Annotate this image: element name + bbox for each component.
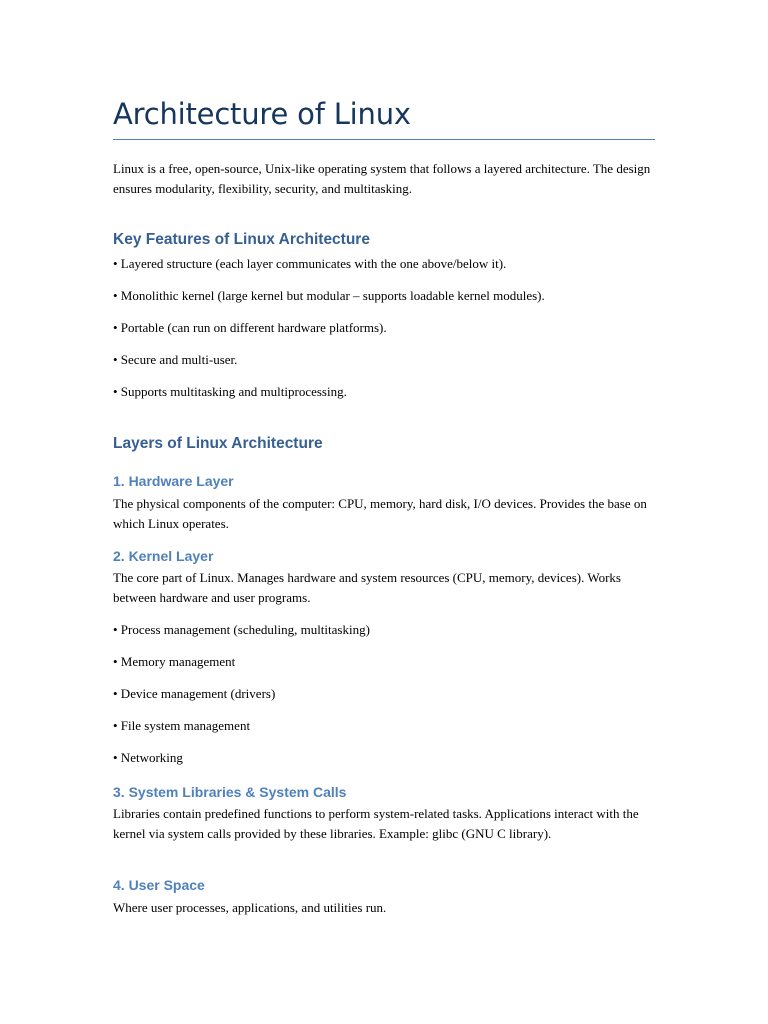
- kernel-item: • Device management (drivers): [113, 686, 276, 701]
- layers-heading: Layers of Linux Architecture: [113, 435, 323, 452]
- kernel-layer-text: The core part of Linux. Manages hardware and system resources (CPU, memory, devices). Works between hardware and user programs.: [113, 570, 621, 605]
- key-feature-item: • Layered structure (each layer communicates with the one above/below it).: [113, 256, 507, 271]
- key-feature-item: • Monolithic kernel (large kernel but modular – supports loadable kernel modules).: [113, 288, 545, 303]
- intro-paragraph: Linux is a free, open-source, Unix-like operating system that follows a layered architecture. The design ensures modularity, flexibility, security, and multitasking.: [113, 161, 651, 196]
- kernel-item: • Networking: [113, 750, 183, 765]
- kernel-item: • Memory management: [113, 654, 236, 669]
- key-feature-item: • Secure and multi-user.: [113, 352, 238, 367]
- system-libraries-text: Libraries contain predefined functions to perform system-related tasks. Applications interact with the kernel via system calls provided by these libraries. Example: glibc (GNU C library).: [113, 806, 639, 841]
- user-space-text: Where user processes, applications, and utilities run.: [113, 900, 387, 915]
- user-space-heading: 4. User Space: [113, 877, 205, 893]
- key-feature-item: • Supports multitasking and multiprocessing.: [113, 384, 347, 399]
- kernel-item: • Process management (scheduling, multitasking): [113, 622, 370, 637]
- title-underline: [113, 139, 655, 140]
- key-features-heading: Key Features of Linux Architecture: [113, 231, 370, 248]
- system-libraries-heading: 3. System Libraries & System Calls: [113, 784, 347, 800]
- kernel-item: • File system management: [113, 718, 251, 733]
- key-feature-item: • Portable (can run on different hardware platforms).: [113, 320, 387, 335]
- hardware-layer-heading: 1. Hardware Layer: [113, 473, 234, 489]
- hardware-layer-text: The physical components of the computer: CPU, memory, hard disk, I/O devices. Provides the base on which Linux operates.: [113, 496, 647, 531]
- document-title: Architecture of Linux: [113, 97, 411, 131]
- kernel-layer-heading: 2. Kernel Layer: [113, 548, 214, 564]
